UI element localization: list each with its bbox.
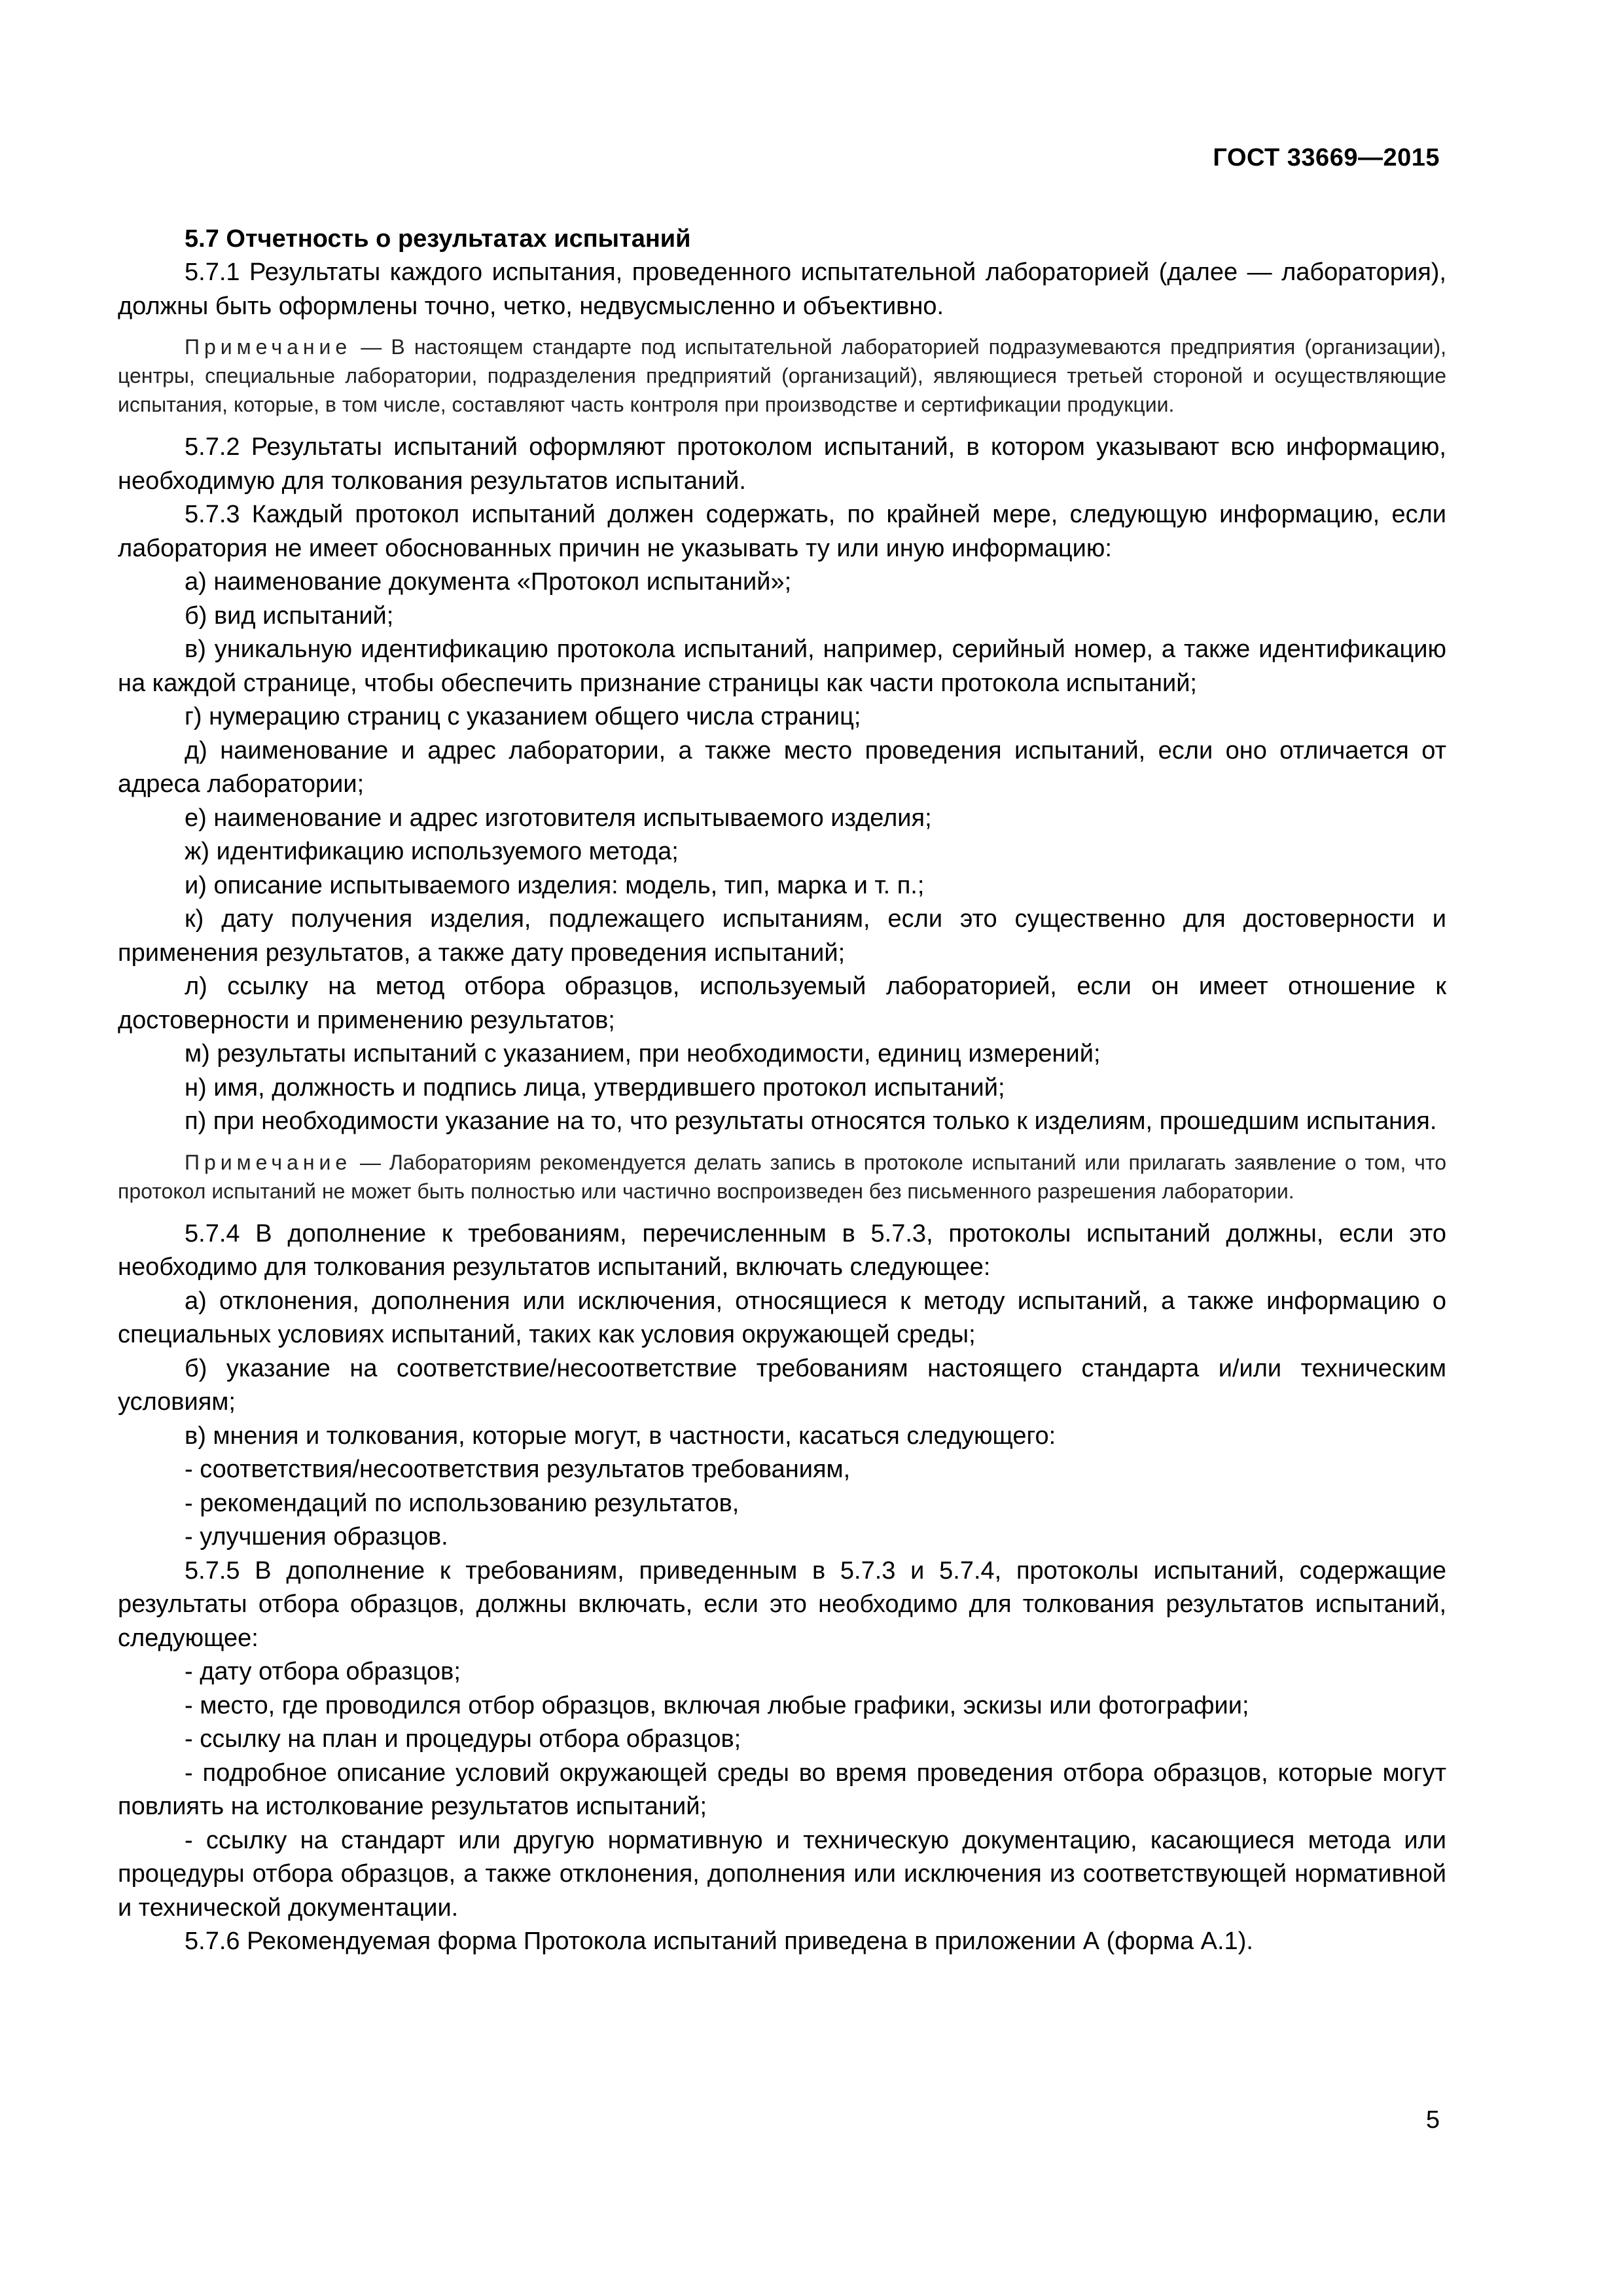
- paragraph-5-7-6: 5.7.6 Рекомендуемая форма Протокола испытаний приведена в приложении А (форма А.1).: [185, 1928, 1253, 1955]
- dash-item: - улучшения образцов.: [185, 1523, 448, 1551]
- list-item: б) вид испытаний;: [185, 601, 394, 630]
- section-title: 5.7 Отчетность о результатах испытаний: [185, 225, 691, 253]
- dash-item: - ссылку на стандарт или другую нормативную и техническую документацию, касающиеся метода или процедуры отбора образцов, а также отклонения, дополнения или исключения из соответствующей нормативной и технической документации.: [118, 1826, 1446, 1922]
- dash-item: - соответствия/несоответствия результатов требованиям,: [185, 1456, 851, 1483]
- note-1: [118, 332, 1446, 419]
- list-item: б) указание на соответствие/несоответствие требованиям настоящего стандарта и/или техническим условиям;: [118, 1354, 1446, 1416]
- list-item: к) дату получения изделия, подлежащего испытаниям, если это существенно для достоверности и применения результатов, а также дату проведения испытаний;: [118, 905, 1446, 967]
- paragraph-5-7-5: 5.7.5 В дополнение к требованиям, приведенным в 5.7.3 и 5.7.4, протоколы испытаний, содержащие результаты отбора образцов, должны включать, если это необходимо для толкования результатов испытаний, следующее:: [118, 1556, 1446, 1652]
- list-item: а) отклонения, дополнения или исключения, относящиеся к методу испытаний, а также информацию о специальных условиях испытаний, таких как условия окружающей среды;: [118, 1287, 1446, 1348]
- note-2-text: — Лабораториям рекомендуется делать запись в протоколе испытаний или прилагать заявление о том, что протокол испытаний не может быть полностью или частично воспроизведен без письменного разрешения лаборатории.: [118, 1150, 1446, 1203]
- dash-item: - подробное описание условий окружающей среды во время проведения отбора образцов, которые могут повлиять на истолкование результатов испытаний;: [118, 1759, 1446, 1820]
- paragraph-5-7-2: 5.7.2 Результаты испытаний оформляют протоколом испытаний, в котором указывают всю информацию, необходимую для толкования результатов испытаний.: [118, 433, 1446, 495]
- dash-item: - ссылку на план и процедуры отбора образцов;: [185, 1725, 741, 1753]
- paragraph-5-7-4: 5.7.4 В дополнение к требованиям, перечисленным в 5.7.3, протоколы испытаний должны, если это необходимо для толкования результатов испытаний, включать следующее:: [118, 1219, 1446, 1281]
- note-1-lead: Примечание: [185, 335, 352, 359]
- list-item: ж) идентификацию используемого метода;: [185, 838, 679, 865]
- list-item: н) имя, должность и подпись лица, утвердившего протокол испытаний;: [185, 1073, 1005, 1102]
- note-2-lead: Примечание: [185, 1150, 352, 1174]
- list-item: п) при необходимости указание на то, что результаты относятся только к изделиям, прошедшим испытания.: [185, 1107, 1437, 1135]
- section-body: [118, 223, 1446, 1959]
- dash-item: - рекомендаций по использованию результатов,: [185, 1489, 740, 1517]
- paragraph-5-7-3: 5.7.3 Каждый протокол испытаний должен содержать, по крайней мере, следующую информацию, если лаборатория не имеет обоснованных причин не указывать ту или иную информацию:: [118, 501, 1446, 562]
- dash-item: - место, где проводился отбор образцов, включая любые графики, эскизы или фотографии;: [185, 1691, 1249, 1719]
- list-item: л) ссылку на метод отбора образцов, используемый лабораторией, если он имеет отношение к достоверности и применению результатов;: [118, 973, 1446, 1034]
- list-item: в) уникальную идентификацию протокола испытаний, например, серийный номер, а также идентификацию на каждой странице, чтобы обеспечить признание страницы как части протокола испытаний;: [118, 636, 1446, 697]
- note-1-text: — В настоящем стандарте под испытательной лабораторией подразумеваются предприятия (организации), центры, специальные лаборатории, подразделения предприятий (организаций), являющиеся третьей стороной и осуществляющие испытания, которые, в том числе, составляют часть контроля при производстве и сертификации продукции.: [118, 335, 1446, 416]
- list-item: а) наименование документа «Протокол испытаний»;: [185, 568, 792, 596]
- list-item: в) мнения и толкования, которые могут, в частности, касаться следующего:: [185, 1422, 1056, 1450]
- paragraph-5-7-1: 5.7.1 Результаты каждого испытания, проведенного испытательной лабораторией (далее — лаборатория), должны быть оформлены точно, четко, недвусмысленно и объективно.: [118, 259, 1446, 320]
- list-item: д) наименование и адрес лаборатории, а также место проведения испытаний, если оно отличается от адреса лаборатории;: [118, 736, 1446, 798]
- list-item: м) результаты испытаний с указанием, при необходимости, единиц измерений;: [185, 1040, 1101, 1067]
- dash-item: - дату отбора образцов;: [185, 1658, 461, 1685]
- standard-designation: ГОСТ 33669—2015: [1213, 144, 1440, 171]
- page-number: 5: [1425, 2106, 1440, 2134]
- list-item: и) описание испытываемого изделия: модель, тип, марка и т. п.;: [185, 871, 925, 899]
- list-item: г) нумерацию страниц с указанием общего числа страниц;: [185, 703, 861, 730]
- list-item: е) наименование и адрес изготовителя испытываемого изделия;: [185, 804, 932, 832]
- note-2: [118, 1148, 1446, 1206]
